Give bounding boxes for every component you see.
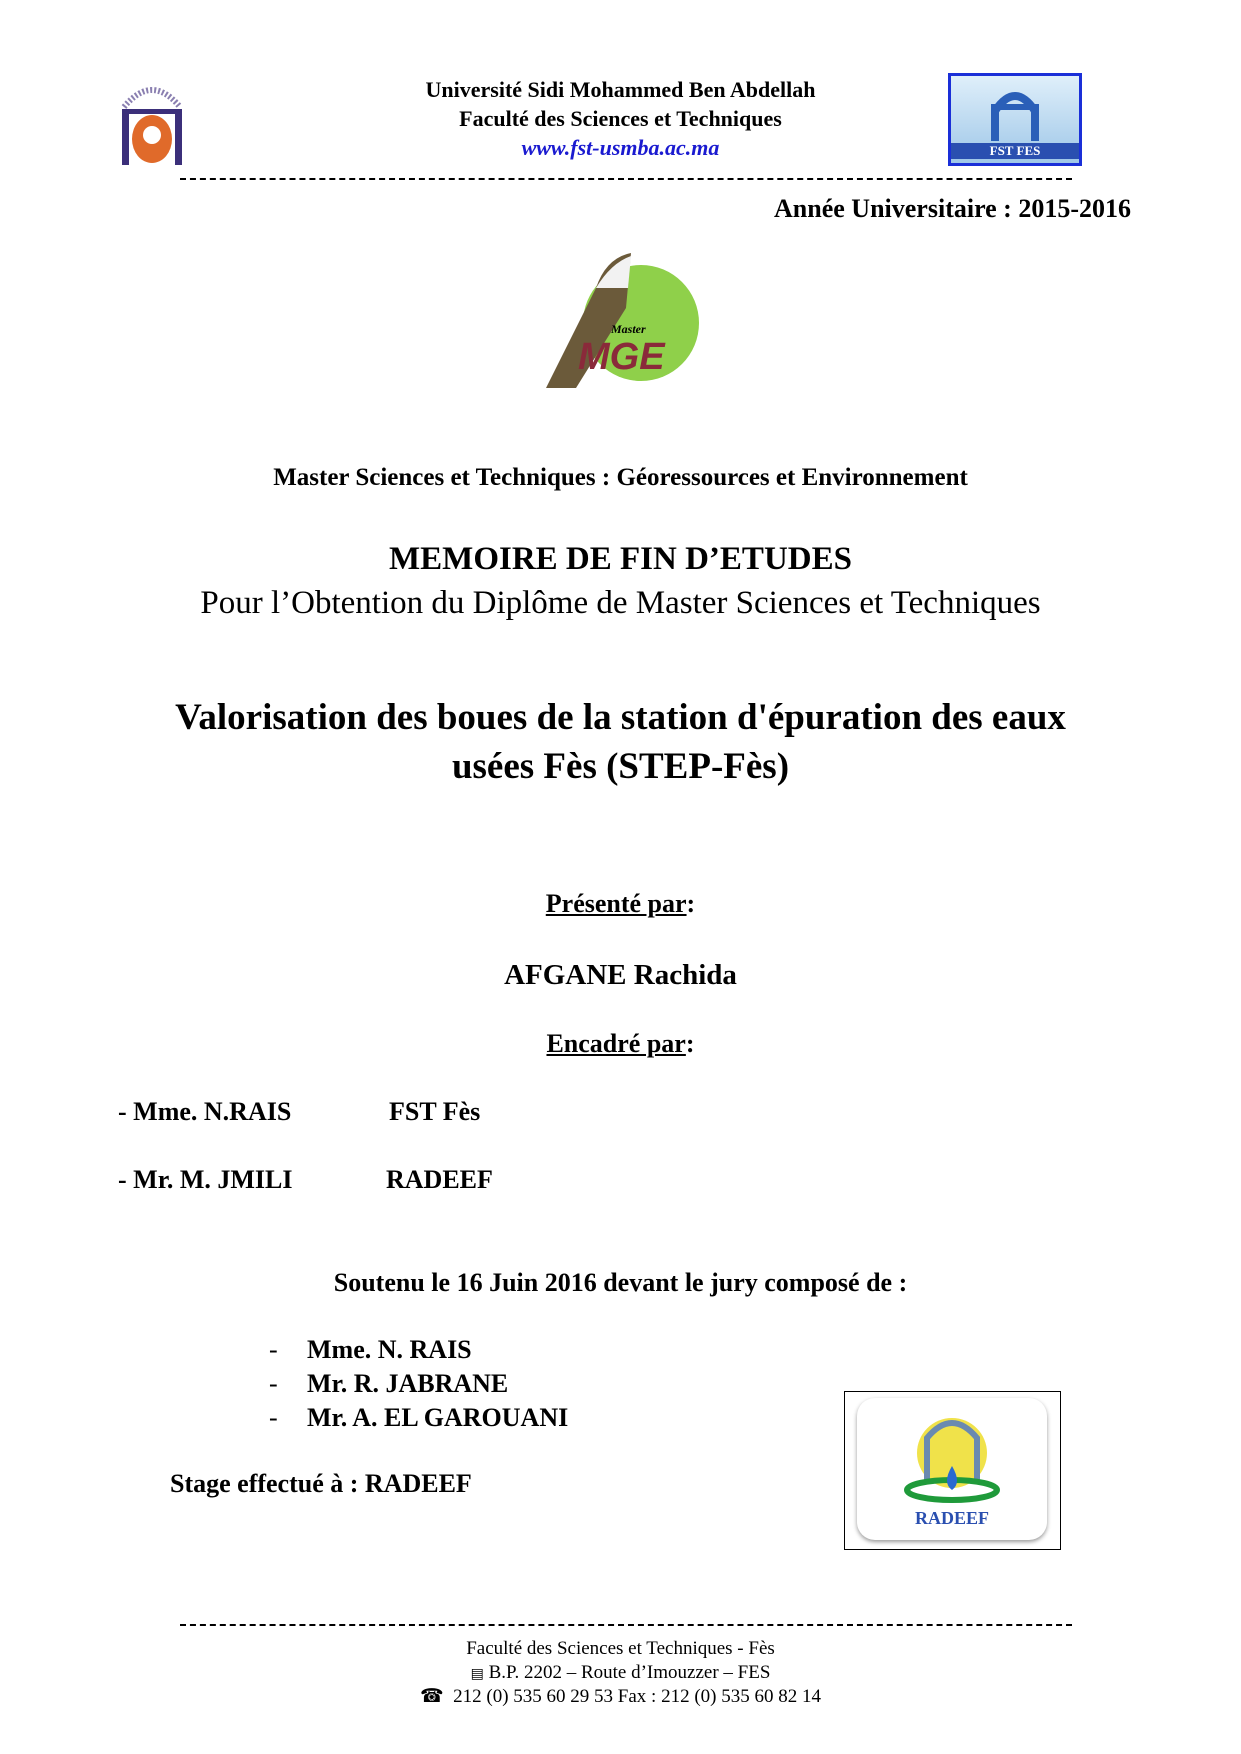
phone-icon: ☎ [419,1686,444,1707]
supervisor-name: - Mme. N.RAIS [118,1097,292,1126]
logo-small-text: Master [611,322,646,336]
jury-member: - Mme. N. RAIS [269,1335,472,1364]
supervised-by: Encadré par: [546,1029,695,1058]
website-link[interactable]: www.fst-usmba.ac.ma [521,135,720,160]
jury-list [269,1333,568,1435]
author-name: AFGANE Rachida [504,959,737,991]
master-mge-logo [536,248,711,395]
footer-divider [180,1624,1072,1626]
logo-text: FST FES [951,143,1079,159]
defense-statement: Soutenu le 16 Juin 2016 devant le jury composé de : [333,1268,908,1297]
faculty-name: Faculté des Sciences et Techniques [459,106,782,131]
program-name: Master Sciences et Techniques : Géoressources et Environnement [273,464,968,491]
internship-location: Stage effectué à : RADEEF [170,1469,472,1498]
logo-big-text: MGE [578,336,665,378]
header-divider [180,178,1072,180]
presented-by: Présenté par: [545,889,696,918]
jury-member: - Mr. R. JABRANE [269,1369,509,1398]
logo-text: RADEEF [914,1508,989,1528]
university-name: Université Sidi Mohammed Ben Abdellah [425,77,816,102]
supervisor-name: - Mr. M. JMILI [118,1165,293,1194]
thesis-title-line2: usées Fès (STEP-Fès) [451,746,790,787]
supervisor-org: FST Fès [389,1097,481,1126]
diploma-subtitle: Pour l’Obtention du Diplôme de Master Sciences et Techniques [200,585,1041,621]
supervisor-org: RADEEF [386,1165,493,1194]
footer-faculty: Faculté des Sciences et Techniques - Fès [466,1638,775,1659]
radeef-logo [844,1391,1061,1550]
academic-year: Année Universitaire : 2015-2016 [774,194,1131,223]
mailbox-icon: ▤ [470,1667,484,1682]
thesis-title-line1: Valorisation des boues de la station d'épuration des eaux [175,697,1066,738]
footer-contact: ☎ 212 (0) 535 60 29 53 Fax : 212 (0) 535 60 82 14 [419,1686,821,1707]
supervised-label: Encadré par [546,1029,686,1058]
presented-label: Présenté par [545,889,687,918]
footer-address: ▤ B.P. 2202 – Route d’Imouzzer – FES [470,1662,771,1683]
fst-fes-logo [948,73,1082,166]
jury-member: - Mr. A. EL GAROUANI [269,1403,569,1432]
memoire-heading: MEMOIRE DE FIN D’ETUDES [389,541,852,577]
